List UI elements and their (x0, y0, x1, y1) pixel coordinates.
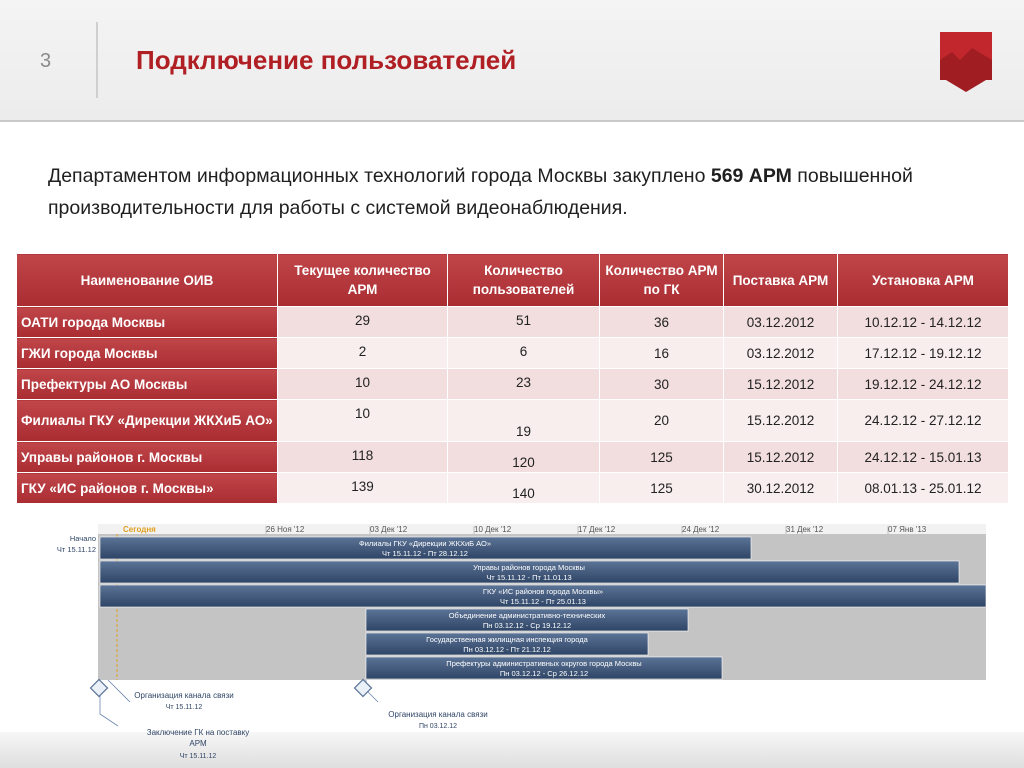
cell-gk: 125 (600, 442, 724, 473)
slide-header (0, 0, 1024, 122)
col-header-delivery: Поставка АРМ (724, 254, 838, 307)
cell-users: 6 (448, 338, 600, 369)
cell-gk: 36 (600, 307, 724, 338)
col-header-gk: Количество АРМ по ГК (600, 254, 724, 307)
col-header-install: Установка АРМ (838, 254, 1009, 307)
table-row (17, 369, 1009, 400)
cell-install: 08.01.13 - 25.01.12 (838, 473, 1009, 504)
milestone-diamond (355, 680, 372, 697)
cell-current: 139 (278, 473, 448, 504)
task-name: Государственная жилищная инспекция города (426, 635, 588, 644)
task-dates: Пн 03.12.12 - Ср 19.12.12 (482, 621, 572, 630)
date-label: 10 Дек '12 (474, 525, 512, 534)
callout-date: Чт 15.11.12 (179, 753, 217, 760)
task-dates: Пн 03.12.12 - Пт 21.12.12 (463, 645, 551, 654)
cell-users: 140 (448, 473, 600, 504)
date-label: 24 Дек '12 (682, 525, 720, 534)
cell-gk: 125 (600, 473, 724, 504)
intro-text-end: повышенной производительности для работы с системой видеонаблюдения. (48, 165, 913, 219)
cell-delivery: 15.12.2012 (724, 400, 838, 442)
slide-title: Подключение пользователей (136, 45, 517, 75)
col-header-name: Наименование ОИВ (17, 254, 278, 307)
task-name: Управы районов города Москвы (473, 563, 585, 572)
cell-current: 10 (278, 400, 448, 442)
row-name: ГКУ «ИС районов г. Москвы» (17, 473, 278, 504)
users-table (16, 253, 1009, 504)
task-dates: Пн 03.12.12 - Ср 26.12.12 (499, 669, 589, 678)
milestone-date: Чт 15.11.12 (165, 704, 203, 711)
row-name: ГЖИ города Москвы (17, 338, 278, 369)
milestone-label: Организация канала связи (134, 691, 234, 700)
task-dates: Чт 15.11.12 - Пт 28.12.12 (382, 549, 468, 558)
callout-label: АРМ (189, 739, 207, 748)
cell-gk: 20 (600, 400, 724, 442)
intro-text (48, 160, 988, 224)
table-row (17, 307, 1009, 338)
date-label: 07 Янв '13 (888, 525, 927, 534)
gantt-chart (0, 514, 1024, 768)
task-name: Филиалы ГКУ «Дирекции ЖКХиБ АО» (359, 539, 491, 548)
cell-delivery: 03.12.2012 (724, 307, 838, 338)
cell-delivery: 15.12.2012 (724, 442, 838, 473)
cell-install: 24.12.12 - 27.12.12 (838, 400, 1009, 442)
milestone-label: Организация канала связи (388, 710, 488, 719)
task-name: ГКУ «ИС районов города Москвы» (482, 587, 604, 596)
table-row (17, 442, 1009, 473)
cell-gk: 30 (600, 369, 724, 400)
cell-install: 24.12.12 - 15.01.13 (838, 442, 1009, 473)
header-divider (96, 22, 98, 98)
table-row (17, 473, 1009, 504)
task-name: Объединение административно-технических (448, 611, 606, 620)
callout-label: Заключение ГК на поставку (146, 728, 250, 737)
cell-current: 118 (278, 442, 448, 473)
today-label: Сегодня (123, 525, 156, 534)
start-label: Начало (69, 534, 96, 543)
cell-delivery: 30.12.2012 (724, 473, 838, 504)
date-label: 03 Дек '12 (370, 525, 408, 534)
cell-delivery: 15.12.2012 (724, 369, 838, 400)
cell-delivery: 03.12.2012 (724, 338, 838, 369)
slide-number: 3 (40, 50, 52, 72)
row-name: ОАТИ города Москвы (17, 307, 278, 338)
row-name: Управы районов г. Москвы (17, 442, 278, 473)
task-name: Префектуры административных округов города Москвы (446, 659, 642, 668)
col-header-current: Текущее количество АРМ (278, 254, 448, 307)
cell-install: 19.12.12 - 24.12.12 (838, 369, 1009, 400)
table-row (17, 338, 1009, 369)
intro-highlight: 569 АРМ (710, 165, 792, 187)
cell-users: 51 (448, 307, 600, 338)
date-label: 26 Ноя '12 (266, 525, 305, 534)
date-label: 17 Дек '12 (578, 525, 616, 534)
start-date: Чт 15.11.12 (56, 545, 96, 554)
col-header-users: Количество пользователей (448, 254, 600, 307)
cell-install: 17.12.12 - 19.12.12 (838, 338, 1009, 369)
milestone-date: Пн 03.12.12 (418, 723, 458, 730)
table-row (17, 400, 1009, 442)
task-dates: Чт 15.11.12 - Пт 25.01.13 (500, 597, 586, 606)
cell-users: 19 (448, 400, 600, 442)
moscow-logo-icon (938, 30, 994, 94)
gantt-scale-band (98, 524, 986, 534)
task-dates: Чт 15.11.12 - Пт 11.01.13 (486, 573, 572, 582)
cell-users: 23 (448, 369, 600, 400)
intro-text-start: Департаментом информационных технологий города Москвы закуплено (48, 165, 711, 187)
cell-current: 2 (278, 338, 448, 369)
cell-gk: 16 (600, 338, 724, 369)
table-header-row (17, 254, 1009, 307)
cell-install: 10.12.12 - 14.12.12 (838, 307, 1009, 338)
row-name: Филиалы ГКУ «Дирекции ЖКХиБ АО» (17, 400, 278, 442)
milestone-diamond (91, 680, 108, 697)
cell-current: 29 (278, 307, 448, 338)
date-label: 31 Дек '12 (786, 525, 824, 534)
row-name: Префектуры АО Москвы (17, 369, 278, 400)
cell-current: 10 (278, 369, 448, 400)
cell-users: 120 (448, 442, 600, 473)
